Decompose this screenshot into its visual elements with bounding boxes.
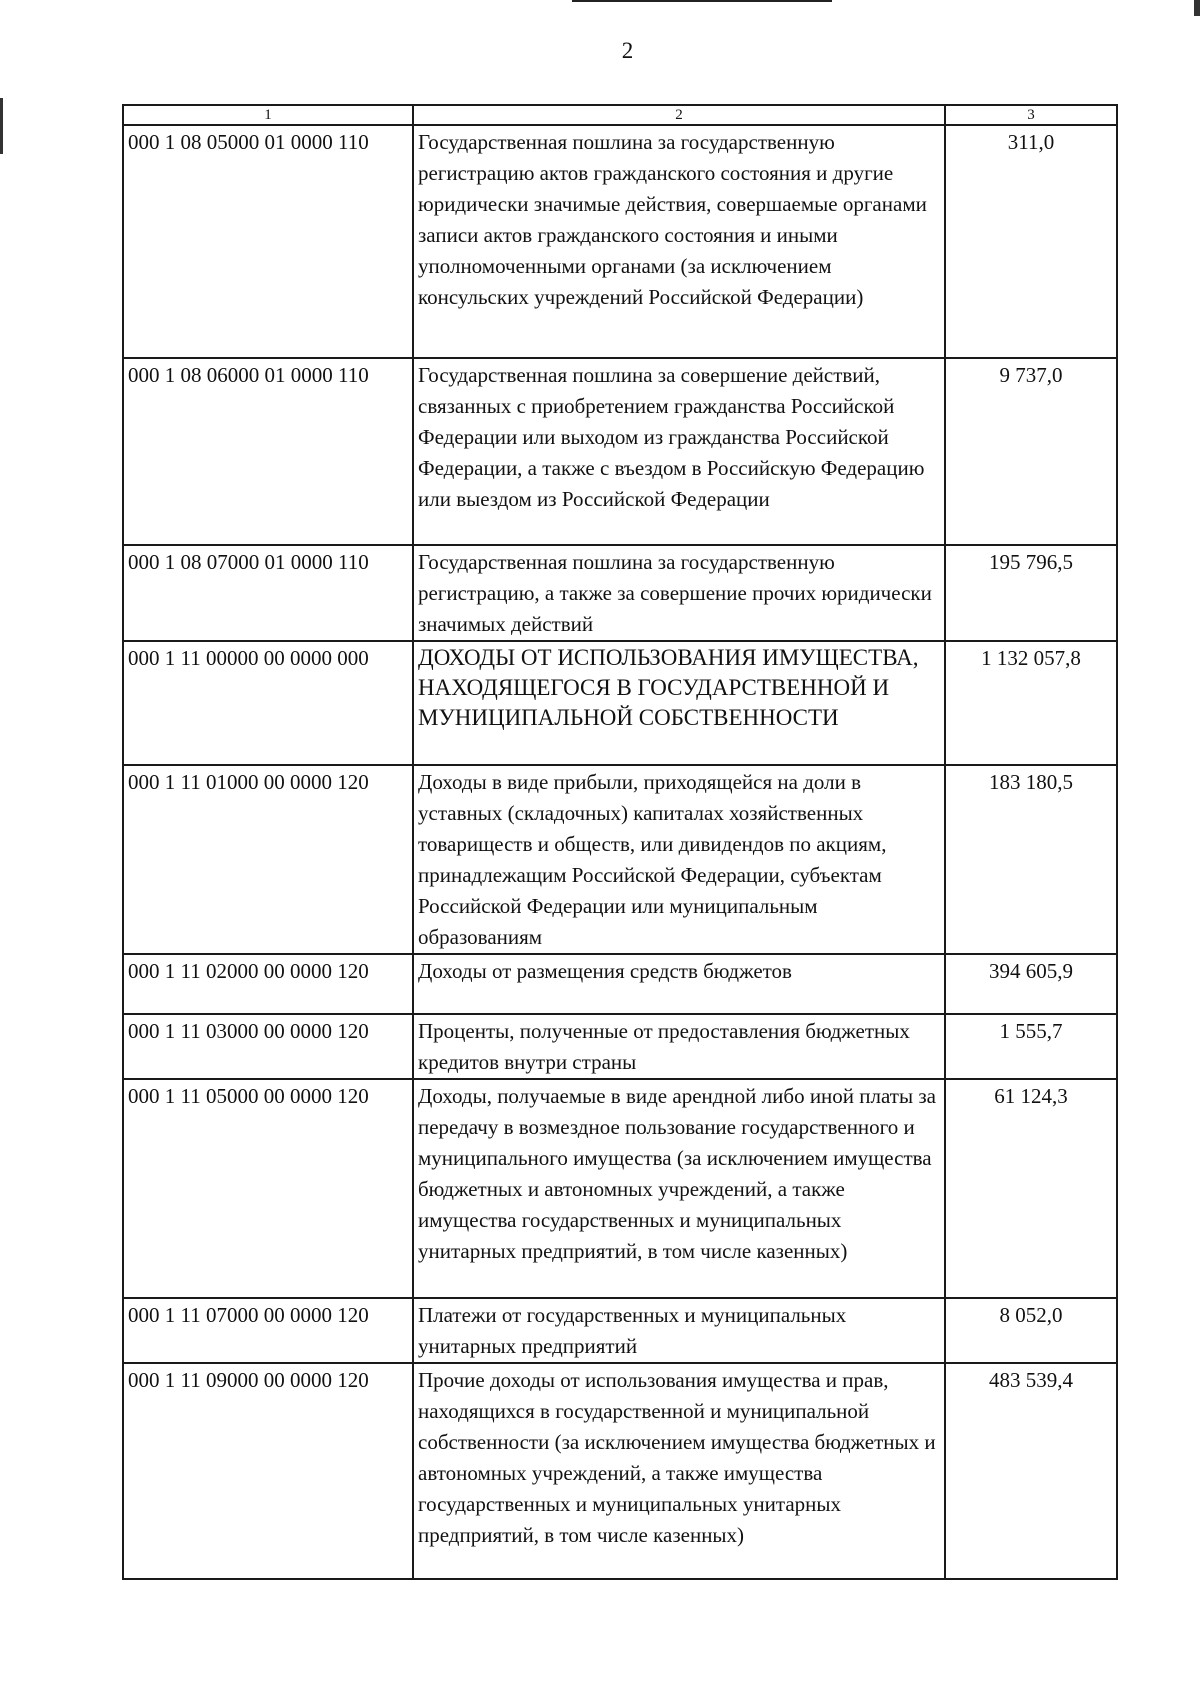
row-code: 000 1 11 07000 00 0000 120 bbox=[123, 1298, 413, 1363]
row-code: 000 1 11 09000 00 0000 120 bbox=[123, 1363, 413, 1579]
column-header-description: 2 bbox=[413, 105, 945, 125]
row-amount: 183 180,5 bbox=[945, 765, 1117, 954]
row-description: Доходы от размещения средств бюджетов bbox=[413, 954, 945, 1014]
row-code: 000 1 11 02000 00 0000 120 bbox=[123, 954, 413, 1014]
row-amount: 8 052,0 bbox=[945, 1298, 1117, 1363]
row-description: Доходы, получаемые в виде арендной либо иной платы за передачу в возмездное пользование государственного и муниципального имущества (за исключением имущества бюджетных и автономных учреждений, а также имущества государственных и муниципальных унитарных предприятий, в том числе казенных) bbox=[413, 1079, 945, 1298]
page-number: 2 bbox=[621, 38, 634, 63]
table-row bbox=[123, 641, 1117, 765]
scan-left-mark bbox=[0, 98, 3, 154]
table-row bbox=[123, 1079, 1117, 1298]
table-row bbox=[123, 358, 1117, 545]
table-row bbox=[123, 954, 1117, 1014]
table-row bbox=[123, 1363, 1117, 1579]
row-code: 000 1 11 01000 00 0000 120 bbox=[123, 765, 413, 954]
row-description: Государственная пошлина за государственную регистрацию актов гражданского состояния и другие юридически значимые действия, совершаемые органами записи актов гражданского состояния и иными уполномоченными органами (за исключением консульских учреждений Российской Федерации) bbox=[413, 125, 945, 358]
table-row bbox=[123, 125, 1117, 358]
row-description: Проценты, полученные от предоставления бюджетных кредитов внутри страны bbox=[413, 1014, 945, 1079]
scan-corner-mark bbox=[1194, 0, 1200, 16]
table-row bbox=[123, 545, 1117, 641]
row-description: ДОХОДЫ ОТ ИСПОЛЬЗОВАНИЯ ИМУЩЕСТВА, НАХОДЯЩЕГОСЯ В ГОСУДАРСТВЕННОЙ И МУНИЦИПАЛЬНОЙ СОБСТВЕННОСТИ bbox=[413, 641, 945, 765]
row-amount: 1 132 057,8 bbox=[945, 641, 1117, 765]
row-code: 000 1 11 00000 00 0000 000 bbox=[123, 641, 413, 765]
table-header-row bbox=[123, 105, 1117, 125]
row-amount: 9 737,0 bbox=[945, 358, 1117, 545]
row-amount: 394 605,9 bbox=[945, 954, 1117, 1014]
row-description: Платежи от государственных и муниципальных унитарных предприятий bbox=[413, 1298, 945, 1363]
row-code: 000 1 11 03000 00 0000 120 bbox=[123, 1014, 413, 1079]
row-description: Доходы в виде прибыли, приходящейся на доли в уставных (складочных) капиталах хозяйственных товариществ и обществ, или дивидендов по акциям, принадлежащим Российской Федерации, субъектам Российской Федерации или муниципальным образованиям bbox=[413, 765, 945, 954]
scan-top-line bbox=[572, 0, 832, 2]
column-header-code: 1 bbox=[123, 105, 413, 125]
row-code: 000 1 08 06000 01 0000 110 bbox=[123, 358, 413, 545]
table-row bbox=[123, 765, 1117, 954]
table-row bbox=[123, 1014, 1117, 1079]
row-amount: 1 555,7 bbox=[945, 1014, 1117, 1079]
row-code: 000 1 08 05000 01 0000 110 bbox=[123, 125, 413, 358]
row-amount: 195 796,5 bbox=[945, 545, 1117, 641]
row-code: 000 1 11 05000 00 0000 120 bbox=[123, 1079, 413, 1298]
row-description: Прочие доходы от использования имущества и прав, находящихся в государственной и муниципальной собственности (за исключением имущества бюджетных и автономных учреждений, а также имущества государственных и муниципальных унитарных предприятий, в том числе казенных) bbox=[413, 1363, 945, 1579]
row-code: 000 1 08 07000 01 0000 110 bbox=[123, 545, 413, 641]
row-description: Государственная пошлина за совершение действий, связанных с приобретением гражданства Российской Федерации или выходом из гражданства Российской Федерации, а также с въездом в Российскую Федерацию или выездом из Российской Федерации bbox=[413, 358, 945, 545]
table-row bbox=[123, 1298, 1117, 1363]
row-amount: 483 539,4 bbox=[945, 1363, 1117, 1579]
row-amount: 61 124,3 bbox=[945, 1079, 1117, 1298]
row-description: Государственная пошлина за государственную регистрацию, а также за совершение прочих юридически значимых действий bbox=[413, 545, 945, 641]
column-header-amount: 3 bbox=[945, 105, 1117, 125]
revenue-table bbox=[122, 104, 1118, 1580]
row-amount: 311,0 bbox=[945, 125, 1117, 358]
